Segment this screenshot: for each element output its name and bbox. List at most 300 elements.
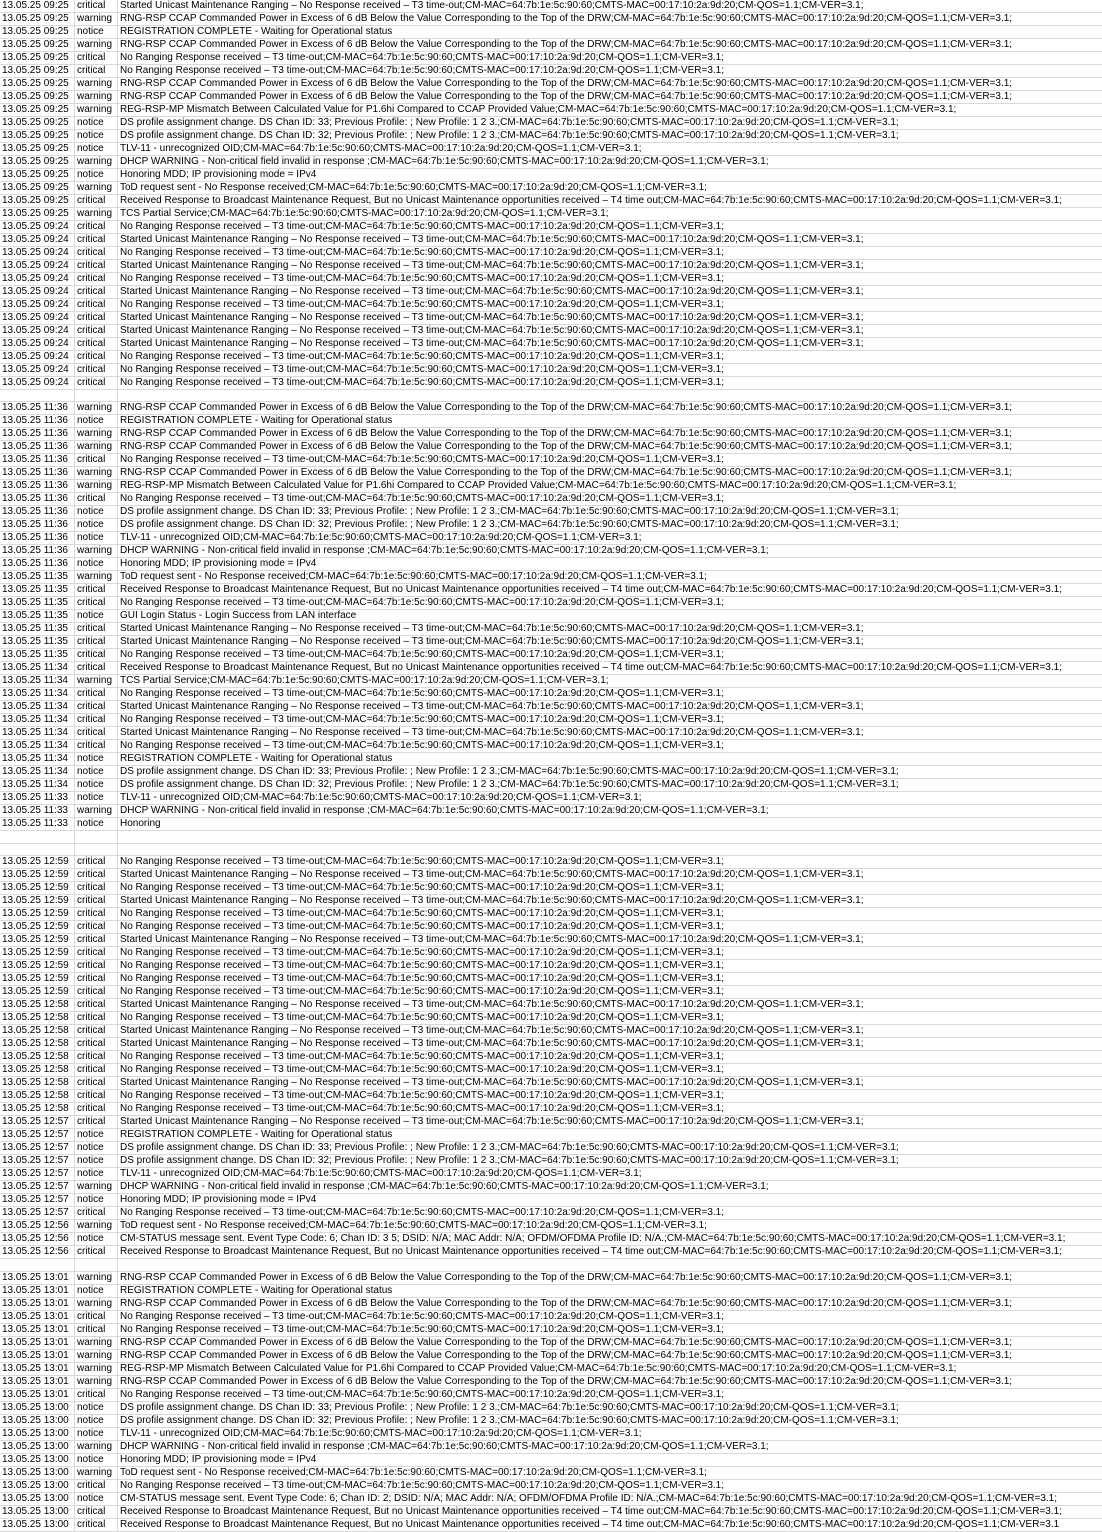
log-message: Started Unicast Maintenance Ranging – No Response received – T3 time-out;CM-MAC=64:7b:1e:5c:90:60;CMTS-MAC=00:17:10:2a:9d:20;CM-QOS=1.1;CM-VER=3.1; (118, 895, 1102, 908)
table-row (0, 1427, 1102, 1440)
log-severity: critical (75, 1388, 118, 1401)
log-timestamp: 13.05.25 12:58 (0, 1025, 75, 1038)
log-timestamp: 13.05.25 09:25 (0, 117, 75, 130)
table-row (0, 13, 1102, 26)
log-timestamp: 13.05.25 13:01 (0, 1349, 75, 1362)
table-row (0, 1414, 1102, 1427)
table-row (0, 1233, 1102, 1246)
log-severity: critical (75, 740, 118, 753)
table-row (0, 65, 1102, 78)
log-severity: warning (75, 182, 118, 195)
log-message: Received Response to Broadcast Maintenance Request, But no Unicast Maintenance opportunities received – T4 time out;CM-MAC=64:7b:1e:5c:90:60;CMTS-MAC=00:17:10:2a:9d:20;CM-QOS=1.1;CM-VER=3.1; (118, 662, 1102, 675)
log-severity: notice (75, 1194, 118, 1207)
table-row (0, 273, 1102, 286)
log-message: RNG-RSP CCAP Commanded Power in Excess of 6 dB Below the Value Corresponding to the Top of the DRW;CM-MAC=64:7b:1e:5c:90:60;CMTS-MAC=00:17:10:2a:9d:20;CM-QOS=1.1;CM-VER=3.1; (118, 13, 1102, 26)
log-message: No Ranging Response received – T3 time-out;CM-MAC=64:7b:1e:5c:90:60;CMTS-MAC=00:17:10:2a:9d:20;CM-QOS=1.1;CM-VER=3.1; (118, 882, 1102, 895)
table-row (0, 714, 1102, 727)
log-severity: notice (75, 532, 118, 545)
table-row-spacer (0, 831, 1102, 843)
table-row (0, 1038, 1102, 1051)
log-severity: notice (75, 1427, 118, 1440)
log-timestamp: 13.05.25 09:25 (0, 130, 75, 143)
table-row (0, 1284, 1102, 1297)
table-row (0, 247, 1102, 260)
log-timestamp: 13.05.25 11:36 (0, 519, 75, 532)
log-severity: notice (75, 506, 118, 519)
table-row (0, 1012, 1102, 1025)
table-row (0, 91, 1102, 104)
log-message: Started Unicast Maintenance Ranging – No Response received – T3 time-out;CM-MAC=64:7b:1e:5c:90:60;CMTS-MAC=00:17:10:2a:9d:20;CM-QOS=1.1;CM-VER=3.1; (118, 636, 1102, 649)
log-severity: notice (75, 1129, 118, 1142)
log-timestamp: 13.05.25 13:00 (0, 1505, 75, 1518)
log-message: No Ranging Response received – T3 time-out;CM-MAC=64:7b:1e:5c:90:60;CMTS-MAC=00:17:10:2a:9d:20;CM-QOS=1.1;CM-VER=3.1; (118, 714, 1102, 727)
log-timestamp: 13.05.25 13:00 (0, 1427, 75, 1440)
table-row (0, 78, 1102, 91)
table-row (0, 545, 1102, 558)
log-message: DS profile assignment change. DS Chan ID: 32; Previous Profile: ; New Profile: 1 2 3.;CM-MAC=64:7b:1e:5c:90:60;CMTS-MAC=00:17:10:2a:9d:20;CM-QOS=1.1;CM-VER=3.1; (118, 130, 1102, 143)
table-row (0, 493, 1102, 506)
log-timestamp: 13.05.25 09:24 (0, 312, 75, 325)
table-row (0, 688, 1102, 701)
log-timestamp: 13.05.25 12:56 (0, 1233, 75, 1246)
log-timestamp: 13.05.25 13:00 (0, 1492, 75, 1505)
table-row (0, 221, 1102, 234)
log-message: Received Response to Broadcast Maintenance Request, But no Unicast Maintenance opportunities received – T4 time out;CM-MAC=64:7b:1e:5c:90:60;CMTS-MAC=00:17:10:2a:9d:20;CM-QOS=1.1;CM-VER=3.1; (118, 1505, 1102, 1518)
log-timestamp: 13.05.25 11:36 (0, 493, 75, 506)
log-severity: notice (75, 117, 118, 130)
log-severity: critical (75, 65, 118, 78)
log-message: Started Unicast Maintenance Ranging – No Response received – T3 time-out;CM-MAC=64:7b:1e:5c:90:60;CMTS-MAC=00:17:10:2a:9d:20;CM-QOS=1.1;CM-VER=3.1; (118, 934, 1102, 947)
table-row (0, 701, 1102, 714)
log-timestamp: 13.05.25 11:33 (0, 792, 75, 805)
log-message: DHCP WARNING - Non-critical field invalid in response ;CM-MAC=64:7b:1e:5c:90:60;CMTS-MAC=00:17:10:2a:9d:20;CM-QOS=1.1;CM-VER=3.1; (118, 805, 1102, 818)
log-severity: notice (75, 1155, 118, 1168)
log-message: No Ranging Response received – T3 time-out;CM-MAC=64:7b:1e:5c:90:60;CMTS-MAC=00:17:10:2a:9d:20;CM-QOS=1.1;CM-VER=3.1; (118, 947, 1102, 960)
table-row (0, 610, 1102, 623)
log-severity: critical (75, 1103, 118, 1116)
table-row (0, 26, 1102, 39)
log-message: REG-RSP-MP Mismatch Between Calculated Value for P1.6hi Compared to CCAP Provided Value;CM-MAC=64:7b:1e:5c:90:60;CMTS-MAC=00:17:10:2a:9d:20;CM-QOS=1.1;CM-VER=3.1; (118, 1362, 1102, 1375)
log-timestamp: 13.05.25 12:59 (0, 986, 75, 999)
log-severity: notice (75, 818, 118, 831)
table-row (0, 947, 1102, 960)
log-message: No Ranging Response received – T3 time-out;CM-MAC=64:7b:1e:5c:90:60;CMTS-MAC=00:17:10:2a:9d:20;CM-QOS=1.1;CM-VER=3.1; (118, 908, 1102, 921)
log-timestamp: 13.05.25 13:00 (0, 1479, 75, 1492)
log-message: Started Unicast Maintenance Ranging – No Response received – T3 time-out;CM-MAC=64:7b:1e:5c:90:60;CMTS-MAC=00:17:10:2a:9d:20;CM-QOS=1.1;CM-VER=3.1; (118, 701, 1102, 714)
log-severity: warning (75, 402, 118, 415)
log-message: Started Unicast Maintenance Ranging – No Response received – T3 time-out;CM-MAC=64:7b:1e:5c:90:60;CMTS-MAC=00:17:10:2a:9d:20;CM-QOS=1.1;CM-VER=3.1; (118, 869, 1102, 882)
table-row (0, 1492, 1102, 1505)
log-severity (75, 831, 118, 843)
log-severity: critical (75, 908, 118, 921)
table-row (0, 1453, 1102, 1466)
log-message: Received Response to Broadcast Maintenance Request, But no Unicast Maintenance opportunities received – T4 time out;CM-MAC=64:7b:1e:5c:90:60;CMTS-MAC=00:17:10:2a:9d:20;CM-QOS=1.1;CM-VER=3.1; (118, 195, 1102, 208)
table-row-spacer (0, 1259, 1102, 1271)
log-message: REGISTRATION COMPLETE - Waiting for Operational status (118, 415, 1102, 428)
log-severity: critical (75, 234, 118, 247)
log-message: No Ranging Response received – T3 time-out;CM-MAC=64:7b:1e:5c:90:60;CMTS-MAC=00:17:10:2a:9d:20;CM-QOS=1.1;CM-VER=3.1; (118, 597, 1102, 610)
log-timestamp: 13.05.25 09:25 (0, 182, 75, 195)
log-message: No Ranging Response received – T3 time-out;CM-MAC=64:7b:1e:5c:90:60;CMTS-MAC=00:17:10:2a:9d:20;CM-QOS=1.1;CM-VER=3.1; (118, 649, 1102, 662)
log-severity: warning (75, 1440, 118, 1453)
log-message: No Ranging Response received – T3 time-out;CM-MAC=64:7b:1e:5c:90:60;CMTS-MAC=00:17:10:2a:9d:20;CM-QOS=1.1;CM-VER=3.1; (118, 688, 1102, 701)
log-severity: notice (75, 1284, 118, 1297)
log-message: ToD request sent - No Response received;CM-MAC=64:7b:1e:5c:90:60;CMTS-MAC=00:17:10:2a:9d:20;CM-QOS=1.1;CM-VER=3.1; (118, 571, 1102, 584)
table-row (0, 766, 1102, 779)
table-row (0, 182, 1102, 195)
log-timestamp: 13.05.25 11:34 (0, 766, 75, 779)
log-timestamp: 13.05.25 13:01 (0, 1375, 75, 1388)
log-message: Honoring MDD; IP provisioning mode = IPv4 (118, 1194, 1102, 1207)
log-severity: critical (75, 727, 118, 740)
log-message: REG-RSP-MP Mismatch Between Calculated Value for P1.6hi Compared to CCAP Provided Value;CM-MAC=64:7b:1e:5c:90:60;CMTS-MAC=00:17:10:2a:9d:20;CM-QOS=1.1;CM-VER=3.1; (118, 104, 1102, 117)
log-severity: critical (75, 584, 118, 597)
log-timestamp (0, 390, 75, 402)
table-row (0, 869, 1102, 882)
table-row (0, 260, 1102, 273)
log-message: Started Unicast Maintenance Ranging – No Response received – T3 time-out;CM-MAC=64:7b:1e:5c:90:60;CMTS-MAC=00:17:10:2a:9d:20;CM-QOS=1.1;CM-VER=3.1; (118, 234, 1102, 247)
log-message: DHCP WARNING - Non-critical field invalid in response ;CM-MAC=64:7b:1e:5c:90:60;CMTS-MAC=00:17:10:2a:9d:20;CM-QOS=1.1;CM-VER=3.1; (118, 1181, 1102, 1194)
log-message: No Ranging Response received – T3 time-out;CM-MAC=64:7b:1e:5c:90:60;CMTS-MAC=00:17:10:2a:9d:20;CM-QOS=1.1;CM-VER=3.1; (118, 377, 1102, 390)
table-row (0, 156, 1102, 169)
log-timestamp: 13.05.25 11:36 (0, 558, 75, 571)
log-message: Started Unicast Maintenance Ranging – No Response received – T3 time-out;CM-MAC=64:7b:1e:5c:90:60;CMTS-MAC=00:17:10:2a:9d:20;CM-QOS=1.1;CM-VER=3.1; (118, 260, 1102, 273)
table-row (0, 299, 1102, 312)
table-row (0, 1362, 1102, 1375)
log-severity: notice (75, 1492, 118, 1505)
log-timestamp: 13.05.25 11:35 (0, 597, 75, 610)
log-timestamp: 13.05.25 09:24 (0, 286, 75, 299)
log-severity: critical (75, 649, 118, 662)
log-timestamp: 13.05.25 09:25 (0, 195, 75, 208)
log-severity (75, 1259, 118, 1271)
log-timestamp: 13.05.25 11:35 (0, 636, 75, 649)
table-row (0, 856, 1102, 869)
table-row (0, 1271, 1102, 1284)
log-message: RNG-RSP CCAP Commanded Power in Excess of 6 dB Below the Value Corresponding to the Top of the DRW;CM-MAC=64:7b:1e:5c:90:60;CMTS-MAC=00:17:10:2a:9d:20;CM-QOS=1.1;CM-VER=3.1; (118, 1271, 1102, 1284)
log-severity: critical (75, 273, 118, 286)
log-severity: warning (75, 1181, 118, 1194)
table-row (0, 753, 1102, 766)
log-timestamp: 13.05.25 11:33 (0, 805, 75, 818)
log-severity: notice (75, 415, 118, 428)
table-row (0, 1194, 1102, 1207)
log-message: RNG-RSP CCAP Commanded Power in Excess of 6 dB Below the Value Corresponding to the Top of the DRW;CM-MAC=64:7b:1e:5c:90:60;CMTS-MAC=00:17:10:2a:9d:20;CM-QOS=1.1;CM-VER=3.1; (118, 467, 1102, 480)
log-severity: critical (75, 960, 118, 973)
log-severity: warning (75, 91, 118, 104)
log-message: Honoring MDD; IP provisioning mode = IPv4 (118, 1453, 1102, 1466)
table-row (0, 519, 1102, 532)
log-message: No Ranging Response received – T3 time-out;CM-MAC=64:7b:1e:5c:90:60;CMTS-MAC=00:17:10:2a:9d:20;CM-QOS=1.1;CM-VER=3.1; (118, 454, 1102, 467)
table-row (0, 818, 1102, 831)
log-message: No Ranging Response received – T3 time-out;CM-MAC=64:7b:1e:5c:90:60;CMTS-MAC=00:17:10:2a:9d:20;CM-QOS=1.1;CM-VER=3.1; (118, 65, 1102, 78)
log-message: RNG-RSP CCAP Commanded Power in Excess of 6 dB Below the Value Corresponding to the Top of the DRW;CM-MAC=64:7b:1e:5c:90:60;CMTS-MAC=00:17:10:2a:9d:20;CM-QOS=1.1;CM-VER=3.1; (118, 441, 1102, 454)
log-severity: critical (75, 364, 118, 377)
log-severity: critical (75, 1012, 118, 1025)
log-message: No Ranging Response received – T3 time-out;CM-MAC=64:7b:1e:5c:90:60;CMTS-MAC=00:17:10:2a:9d:20;CM-QOS=1.1;CM-VER=3.1; (118, 856, 1102, 869)
table-row (0, 1349, 1102, 1362)
log-timestamp: 13.05.25 12:57 (0, 1129, 75, 1142)
log-timestamp: 13.05.25 09:24 (0, 247, 75, 260)
log-timestamp: 13.05.25 13:01 (0, 1362, 75, 1375)
table-row (0, 1103, 1102, 1116)
log-timestamp: 13.05.25 13:00 (0, 1453, 75, 1466)
log-severity: critical (75, 1116, 118, 1129)
log-severity: notice (75, 130, 118, 143)
log-message: TCS Partial Service;CM-MAC=64:7b:1e:5c:90:60;CMTS-MAC=00:17:10:2a:9d:20;CM-QOS=1.1;CM-VER=3.1; (118, 675, 1102, 688)
log-severity: critical (75, 1323, 118, 1336)
log-severity: critical (75, 1207, 118, 1220)
log-message: Received Response to Broadcast Maintenance Request, But no Unicast Maintenance opportunities received – T4 time out;CM-MAC=64:7b:1e:5c:90:60;CMTS-MAC=00:17:10:2a:9d:20;CM-QOS=1.1;CM-VER=3.1; (118, 584, 1102, 597)
log-timestamp: 13.05.25 12:59 (0, 869, 75, 882)
log-message: ToD request sent - No Response received;CM-MAC=64:7b:1e:5c:90:60;CMTS-MAC=00:17:10:2a:9d:20;CM-QOS=1.1;CM-VER=3.1; (118, 182, 1102, 195)
log-timestamp: 13.05.25 09:25 (0, 208, 75, 221)
table-row (0, 623, 1102, 636)
log-severity: warning (75, 1220, 118, 1233)
log-message: No Ranging Response received – T3 time-out;CM-MAC=64:7b:1e:5c:90:60;CMTS-MAC=00:17:10:2a:9d:20;CM-QOS=1.1;CM-VER=3.1; (118, 247, 1102, 260)
log-message: No Ranging Response received – T3 time-out;CM-MAC=64:7b:1e:5c:90:60;CMTS-MAC=00:17:10:2a:9d:20;CM-QOS=1.1;CM-VER=3.1; (118, 364, 1102, 377)
log-timestamp: 13.05.25 11:35 (0, 649, 75, 662)
log-message: RNG-RSP CCAP Commanded Power in Excess of 6 dB Below the Value Corresponding to the Top of the DRW;CM-MAC=64:7b:1e:5c:90:60;CMTS-MAC=00:17:10:2a:9d:20;CM-QOS=1.1;CM-VER=3.1; (118, 428, 1102, 441)
log-timestamp: 13.05.25 11:36 (0, 454, 75, 467)
log-severity: critical (75, 0, 118, 13)
table-row (0, 1155, 1102, 1168)
log-severity: critical (75, 338, 118, 351)
log-severity: critical (75, 947, 118, 960)
log-message: RNG-RSP CCAP Commanded Power in Excess of 6 dB Below the Value Corresponding to the Top of the DRW;CM-MAC=64:7b:1e:5c:90:60;CMTS-MAC=00:17:10:2a:9d:20;CM-QOS=1.1;CM-VER=3.1; (118, 1375, 1102, 1388)
log-severity: critical (75, 701, 118, 714)
table-row (0, 597, 1102, 610)
log-timestamp: 13.05.25 09:25 (0, 0, 75, 13)
table-row (0, 1466, 1102, 1479)
table-row (0, 1505, 1102, 1518)
log-message: REG-RSP-MP Mismatch Between Calculated Value for P1.6hi Compared to CCAP Provided Value;CM-MAC=64:7b:1e:5c:90:60;CMTS-MAC=00:17:10:2a:9d:20;CM-QOS=1.1;CM-VER=3.1; (118, 480, 1102, 493)
log-timestamp (0, 843, 75, 855)
log-timestamp: 13.05.25 13:01 (0, 1388, 75, 1401)
table-row (0, 740, 1102, 753)
log-message: CM-STATUS message sent. Event Type Code: 6; Chan ID: 2; DSID: N/A; MAC Addr: N/A; OFDM/OFDMA Profile ID: N/A.;CM-MAC=64:7b:1e:5c:90:60;CMTS-MAC=00:17:10:2a:9d:20;CM-QOS=1.1;CM-VER=3.1; (118, 1492, 1102, 1505)
log-timestamp: 13.05.25 12:57 (0, 1155, 75, 1168)
log-timestamp: 13.05.25 09:24 (0, 338, 75, 351)
log-message: Started Unicast Maintenance Ranging – No Response received – T3 time-out;CM-MAC=64:7b:1e:5c:90:60;CMTS-MAC=00:17:10:2a:9d:20;CM-QOS=1.1;CM-VER=3.1; (118, 286, 1102, 299)
log-message: RNG-RSP CCAP Commanded Power in Excess of 6 dB Below the Value Corresponding to the Top of the DRW;CM-MAC=64:7b:1e:5c:90:60;CMTS-MAC=00:17:10:2a:9d:20;CM-QOS=1.1;CM-VER=3.1; (118, 402, 1102, 415)
table-row (0, 1297, 1102, 1310)
log-severity: warning (75, 480, 118, 493)
log-message: DS profile assignment change. DS Chan ID: 33; Previous Profile: ; New Profile: 1 2 3.;CM-MAC=64:7b:1e:5c:90:60;CMTS-MAC=00:17:10:2a:9d:20;CM-QOS=1.1;CM-VER=3.1; (118, 506, 1102, 519)
log-severity: notice (75, 169, 118, 182)
log-message: Started Unicast Maintenance Ranging – No Response received – T3 time-out;CM-MAC=64:7b:1e:5c:90:60;CMTS-MAC=00:17:10:2a:9d:20;CM-QOS=1.1;CM-VER=3.1; (118, 312, 1102, 325)
table-row (0, 986, 1102, 999)
table-row (0, 999, 1102, 1012)
log-message: Started Unicast Maintenance Ranging – No Response received – T3 time-out;CM-MAC=64:7b:1e:5c:90:60;CMTS-MAC=00:17:10:2a:9d:20;CM-QOS=1.1;CM-VER=3.1; (118, 1038, 1102, 1051)
log-message: REGISTRATION COMPLETE - Waiting for Operational status (118, 1129, 1102, 1142)
table-row (0, 1220, 1102, 1233)
log-severity: critical (75, 221, 118, 234)
table-row (0, 467, 1102, 480)
table-row (0, 649, 1102, 662)
log-message: No Ranging Response received – T3 time-out;CM-MAC=64:7b:1e:5c:90:60;CMTS-MAC=00:17:10:2a:9d:20;CM-QOS=1.1;CM-VER=3.1; (118, 1012, 1102, 1025)
log-message: RNG-RSP CCAP Commanded Power in Excess of 6 dB Below the Value Corresponding to the Top of the DRW;CM-MAC=64:7b:1e:5c:90:60;CMTS-MAC=00:17:10:2a:9d:20;CM-QOS=1.1;CM-VER=3.1; (118, 78, 1102, 91)
log-severity: notice (75, 1233, 118, 1246)
log-severity: critical (75, 1025, 118, 1038)
table-row (0, 1168, 1102, 1181)
log-timestamp (0, 1259, 75, 1271)
table-row (0, 558, 1102, 571)
log-severity: critical (75, 869, 118, 882)
log-severity: critical (75, 856, 118, 869)
log-message: Honoring (118, 818, 1102, 831)
log-message (118, 843, 1102, 855)
log-message: DS profile assignment change. DS Chan ID: 32; Previous Profile: ; New Profile: 1 2 3.;CM-MAC=64:7b:1e:5c:90:60;CMTS-MAC=00:17:10:2a:9d:20;CM-QOS=1.1;CM-VER=3.1; (118, 519, 1102, 532)
table-row (0, 1440, 1102, 1453)
log-timestamp: 13.05.25 12:58 (0, 1103, 75, 1116)
log-message: DHCP WARNING - Non-critical field invalid in response ;CM-MAC=64:7b:1e:5c:90:60;CMTS-MAC=00:17:10:2a:9d:20;CM-QOS=1.1;CM-VER=3.1; (118, 1440, 1102, 1453)
log-timestamp: 13.05.25 09:24 (0, 377, 75, 390)
log-message: TLV-11 - unrecognized OID;CM-MAC=64:7b:1e:5c:90:60;CMTS-MAC=00:17:10:2a:9d:20;CM-QOS=1.1;CM-VER=3.1; (118, 792, 1102, 805)
log-timestamp: 13.05.25 12:57 (0, 1142, 75, 1155)
log-message: ToD request sent - No Response received;CM-MAC=64:7b:1e:5c:90:60;CMTS-MAC=00:17:10:2a:9d:20;CM-QOS=1.1;CM-VER=3.1; (118, 1466, 1102, 1479)
table-row (0, 0, 1102, 13)
log-timestamp (0, 831, 75, 843)
log-timestamp: 13.05.25 12:57 (0, 1168, 75, 1181)
log-severity: notice (75, 792, 118, 805)
log-timestamp: 13.05.25 09:25 (0, 13, 75, 26)
log-severity: critical (75, 195, 118, 208)
log-severity: critical (75, 454, 118, 467)
log-message: No Ranging Response received – T3 time-out;CM-MAC=64:7b:1e:5c:90:60;CMTS-MAC=00:17:10:2a:9d:20;CM-QOS=1.1;CM-VER=3.1; (118, 1064, 1102, 1077)
log-severity: notice (75, 766, 118, 779)
log-timestamp: 13.05.25 13:00 (0, 1518, 75, 1531)
log-timestamp: 13.05.25 11:36 (0, 415, 75, 428)
table-row (0, 636, 1102, 649)
table-row (0, 117, 1102, 130)
log-message: Started Unicast Maintenance Ranging – No Response received – T3 time-out;CM-MAC=64:7b:1e:5c:90:60;CMTS-MAC=00:17:10:2a:9d:20;CM-QOS=1.1;CM-VER=3.1; (118, 999, 1102, 1012)
table-row (0, 532, 1102, 545)
log-message: No Ranging Response received – T3 time-out;CM-MAC=64:7b:1e:5c:90:60;CMTS-MAC=00:17:10:2a:9d:20;CM-QOS=1.1;CM-VER=3.1; (118, 1051, 1102, 1064)
log-message: No Ranging Response received – T3 time-out;CM-MAC=64:7b:1e:5c:90:60;CMTS-MAC=00:17:10:2a:9d:20;CM-QOS=1.1;CM-VER=3.1; (118, 740, 1102, 753)
log-timestamp: 13.05.25 11:34 (0, 740, 75, 753)
log-severity: notice (75, 143, 118, 156)
log-timestamp: 13.05.25 11:36 (0, 506, 75, 519)
log-severity: notice (75, 1414, 118, 1427)
log-message: Started Unicast Maintenance Ranging – No Response received – T3 time-out;CM-MAC=64:7b:1e:5c:90:60;CMTS-MAC=00:17:10:2a:9d:20;CM-QOS=1.1;CM-VER=3.1; (118, 325, 1102, 338)
table-row (0, 506, 1102, 519)
table-row (0, 1090, 1102, 1103)
log-timestamp: 13.05.25 11:36 (0, 545, 75, 558)
log-timestamp: 13.05.25 11:36 (0, 402, 75, 415)
log-severity: critical (75, 921, 118, 934)
log-severity: notice (75, 753, 118, 766)
log-message: No Ranging Response received – T3 time-out;CM-MAC=64:7b:1e:5c:90:60;CMTS-MAC=00:17:10:2a:9d:20;CM-QOS=1.1;CM-VER=3.1; (118, 1388, 1102, 1401)
log-message: Honoring MDD; IP provisioning mode = IPv4 (118, 558, 1102, 571)
log-timestamp: 13.05.25 12:59 (0, 960, 75, 973)
log-timestamp: 13.05.25 12:59 (0, 947, 75, 960)
log-timestamp: 13.05.25 09:24 (0, 260, 75, 273)
log-severity: critical (75, 1090, 118, 1103)
log-severity: critical (75, 52, 118, 65)
log-severity: critical (75, 377, 118, 390)
log-message (118, 390, 1102, 402)
table-row (0, 104, 1102, 117)
log-severity: warning (75, 428, 118, 441)
log-message: TLV-11 - unrecognized OID;CM-MAC=64:7b:1e:5c:90:60;CMTS-MAC=00:17:10:2a:9d:20;CM-QOS=1.1;CM-VER=3.1; (118, 532, 1102, 545)
table-row (0, 1207, 1102, 1220)
table-row (0, 1142, 1102, 1155)
log-timestamp: 13.05.25 12:58 (0, 1077, 75, 1090)
table-row (0, 364, 1102, 377)
log-timestamp: 13.05.25 11:34 (0, 688, 75, 701)
log-message: No Ranging Response received – T3 time-out;CM-MAC=64:7b:1e:5c:90:60;CMTS-MAC=00:17:10:2a:9d:20;CM-QOS=1.1;CM-VER=3.1; (118, 1479, 1102, 1492)
log-severity: critical (75, 986, 118, 999)
log-timestamp: 13.05.25 11:34 (0, 662, 75, 675)
log-timestamp: 13.05.25 12:59 (0, 895, 75, 908)
log-timestamp: 13.05.25 09:25 (0, 104, 75, 117)
log-message: REGISTRATION COMPLETE - Waiting for Operational status (118, 753, 1102, 766)
log-message: DS profile assignment change. DS Chan ID: 33; Previous Profile: ; New Profile: 1 2 3.;CM-MAC=64:7b:1e:5c:90:60;CMTS-MAC=00:17:10:2a:9d:20;CM-QOS=1.1;CM-VER=3.1; (118, 1401, 1102, 1414)
table-row-spacer (0, 843, 1102, 855)
table-row (0, 908, 1102, 921)
log-severity: critical (75, 247, 118, 260)
log-timestamp: 13.05.25 12:58 (0, 1064, 75, 1077)
log-timestamp: 13.05.25 09:25 (0, 65, 75, 78)
log-timestamp: 13.05.25 13:00 (0, 1401, 75, 1414)
log-message: TLV-11 - unrecognized OID;CM-MAC=64:7b:1e:5c:90:60;CMTS-MAC=00:17:10:2a:9d:20;CM-QOS=1.1;CM-VER=3.1; (118, 143, 1102, 156)
table-row (0, 1375, 1102, 1388)
log-message: CM-STATUS message sent. Event Type Code: 6; Chan ID: 3 5; DSID: N/A; MAC Addr: N/A; OFDM/OFDMA Profile ID: N/A.;CM-MAC=64:7b:1e:5c:90:60;CMTS-MAC=00:17:10:2a:9d:20;CM-QOS=1.1;CM-VER=3.1; (118, 1233, 1102, 1246)
log-severity (75, 390, 118, 402)
log-message: RNG-RSP CCAP Commanded Power in Excess of 6 dB Below the Value Corresponding to the Top of the DRW;CM-MAC=64:7b:1e:5c:90:60;CMTS-MAC=00:17:10:2a:9d:20;CM-QOS=1.1;CM-VER=3.1; (118, 39, 1102, 52)
table-row (0, 960, 1102, 973)
log-timestamp: 13.05.25 12:58 (0, 1038, 75, 1051)
log-timestamp: 13.05.25 11:34 (0, 675, 75, 688)
log-timestamp: 13.05.25 12:59 (0, 921, 75, 934)
table-row (0, 1323, 1102, 1336)
table-row (0, 39, 1102, 52)
log-timestamp: 13.05.25 11:35 (0, 610, 75, 623)
table-row (0, 286, 1102, 299)
table-row (0, 195, 1102, 208)
log-message: RNG-RSP CCAP Commanded Power in Excess of 6 dB Below the Value Corresponding to the Top of the DRW;CM-MAC=64:7b:1e:5c:90:60;CMTS-MAC=00:17:10:2a:9d:20;CM-QOS=1.1;CM-VER=3.1; (118, 91, 1102, 104)
log-severity: critical (75, 1505, 118, 1518)
log-message: Started Unicast Maintenance Ranging – No Response received – T3 time-out;CM-MAC=64:7b:1e:5c:90:60;CMTS-MAC=00:17:10:2a:9d:20;CM-QOS=1.1;CM-VER=3.1; (118, 623, 1102, 636)
log-message: DHCP WARNING - Non-critical field invalid in response ;CM-MAC=64:7b:1e:5c:90:60;CMTS-MAC=00:17:10:2a:9d:20;CM-QOS=1.1;CM-VER=3.1; (118, 545, 1102, 558)
log-severity: notice (75, 1401, 118, 1414)
log-message: REGISTRATION COMPLETE - Waiting for Operational status (118, 26, 1102, 39)
log-message: DS profile assignment change. DS Chan ID: 33; Previous Profile: ; New Profile: 1 2 3.;CM-MAC=64:7b:1e:5c:90:60;CMTS-MAC=00:17:10:2a:9d:20;CM-QOS=1.1;CM-VER=3.1; (118, 766, 1102, 779)
log-message: DHCP WARNING - Non-critical field invalid in response ;CM-MAC=64:7b:1e:5c:90:60;CMTS-MAC=00:17:10:2a:9d:20;CM-QOS=1.1;CM-VER=3.1; (118, 156, 1102, 169)
log-timestamp: 13.05.25 13:01 (0, 1310, 75, 1323)
log-timestamp: 13.05.25 09:24 (0, 221, 75, 234)
log-message: No Ranging Response received – T3 time-out;CM-MAC=64:7b:1e:5c:90:60;CMTS-MAC=00:17:10:2a:9d:20;CM-QOS=1.1;CM-VER=3.1; (118, 273, 1102, 286)
log-message: No Ranging Response received – T3 time-out;CM-MAC=64:7b:1e:5c:90:60;CMTS-MAC=00:17:10:2a:9d:20;CM-QOS=1.1;CM-VER=3.1; (118, 299, 1102, 312)
log-severity: warning (75, 1336, 118, 1349)
table-row (0, 454, 1102, 467)
log-timestamp: 13.05.25 11:36 (0, 467, 75, 480)
log-timestamp: 13.05.25 11:36 (0, 428, 75, 441)
log-message: No Ranging Response received – T3 time-out;CM-MAC=64:7b:1e:5c:90:60;CMTS-MAC=00:17:10:2a:9d:20;CM-QOS=1.1;CM-VER=3.1; (118, 493, 1102, 506)
log-severity: warning (75, 1297, 118, 1310)
log-message: No Ranging Response received – T3 time-out;CM-MAC=64:7b:1e:5c:90:60;CMTS-MAC=00:17:10:2a:9d:20;CM-QOS=1.1;CM-VER=3.1; (118, 1207, 1102, 1220)
log-timestamp: 13.05.25 12:58 (0, 1090, 75, 1103)
log-timestamp: 13.05.25 09:25 (0, 78, 75, 91)
log-timestamp: 13.05.25 12:57 (0, 1194, 75, 1207)
log-severity: notice (75, 779, 118, 792)
log-timestamp: 13.05.25 09:24 (0, 351, 75, 364)
log-message: ToD request sent - No Response received;CM-MAC=64:7b:1e:5c:90:60;CMTS-MAC=00:17:10:2a:9d:20;CM-QOS=1.1;CM-VER=3.1; (118, 1220, 1102, 1233)
log-timestamp: 13.05.25 12:58 (0, 999, 75, 1012)
log-message: No Ranging Response received – T3 time-out;CM-MAC=64:7b:1e:5c:90:60;CMTS-MAC=00:17:10:2a:9d:20;CM-QOS=1.1;CM-VER=3.1; (118, 921, 1102, 934)
log-timestamp: 13.05.25 12:56 (0, 1220, 75, 1233)
